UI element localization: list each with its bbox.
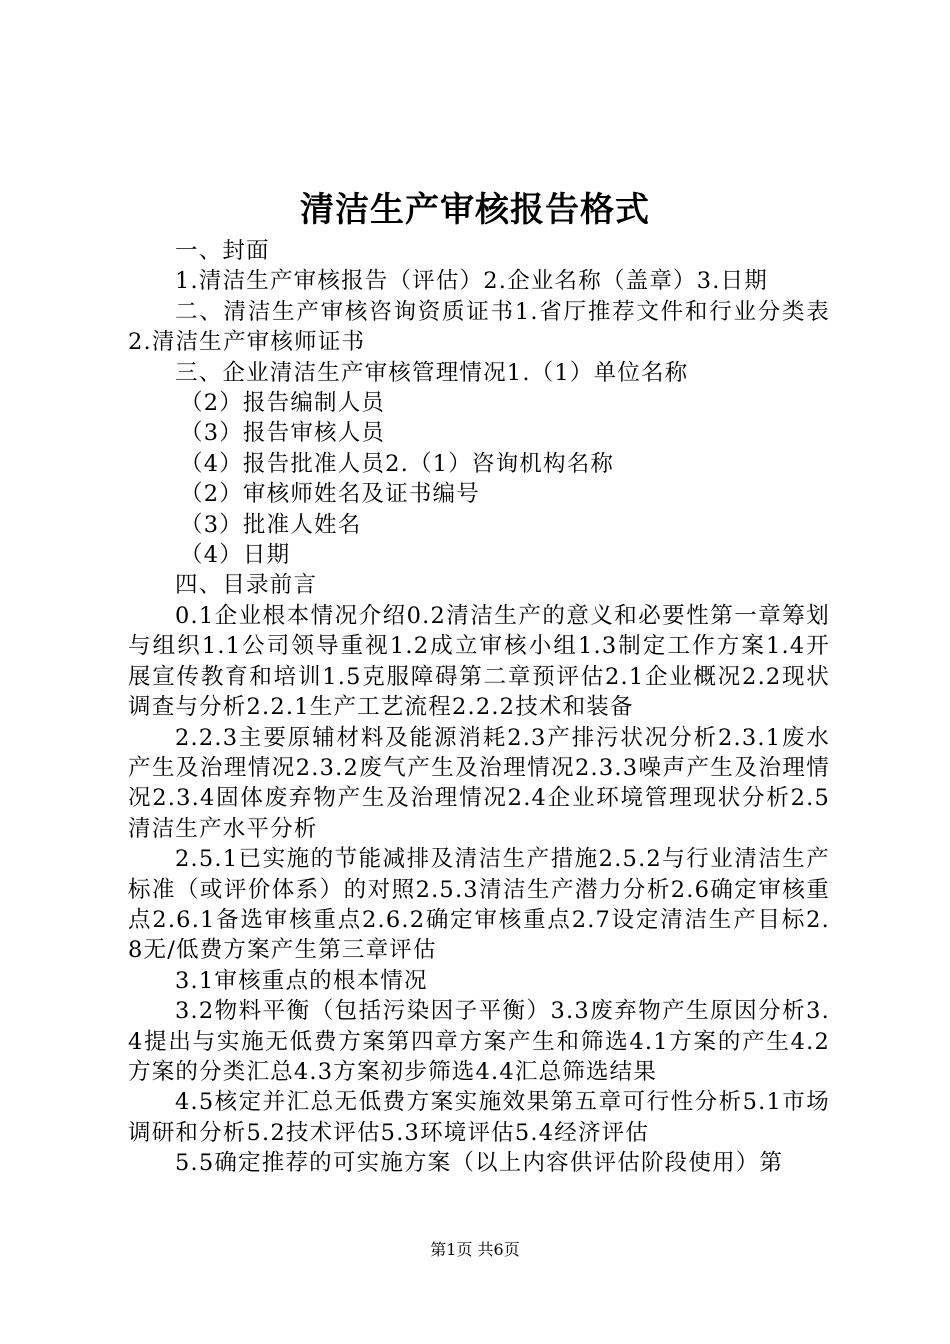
paragraph: 3.2物料平衡（包括污染因子平衡）3.3废弃物产生原因分析3.4提出与实施无低费方案第四章方案产生和筛选4.1方案的产生4.2方案的分类汇总4.3方案初步筛选4.4汇总筛选结果 — [128, 998, 830, 1085]
paragraph: 四、目录前言 — [175, 572, 318, 599]
paragraph: 2.2.3主要原辅材料及能源消耗2.3产排污状况分析2.3.1废水产生及治理情况2.3.2废气产生及治理情况2.3.3噪声产生及治理情况2.3.4固体废弃物产生及治理情况2.4企业环境管理现状分析2.5清洁生产水平分析 — [128, 724, 830, 842]
paragraph: （4）报告批准人员2.（1）咨询机构名称 — [180, 450, 615, 477]
page-footer: 第1页 共6页 — [430, 1240, 520, 1259]
paragraph: 0.1企业根本情况介绍0.2清洁生产的意义和必要性第一章筹划与组织1.1公司领导重视1.2成立审核小组1.3制定工作方案1.4开展宣传教育和培训1.5克服障碍第二章预评估2.1企业概况2.2现状调查与分析2.2.1生产工艺流程2.2.2技术和装备 — [128, 602, 830, 721]
paragraph: 3.1审核重点的根本情况 — [175, 967, 428, 994]
paragraph: 二、清洁生产审核咨询资质证书1.省厅推荐文件和行业分类表2.清洁生产审核师证书 — [128, 298, 830, 356]
document-title: 清洁生产审核报告格式 — [300, 190, 650, 230]
document-body — [128, 236, 830, 1179]
paragraph: 三、企业清洁生产审核管理情况1.（1）单位名称 — [175, 359, 689, 386]
paragraph: 5.5确定推荐的可实施方案（以上内容供评估阶段使用）第 — [175, 1150, 784, 1177]
paragraph: 1.清洁生产审核报告（评估）2.企业名称（盖章）3.日期 — [175, 268, 769, 295]
paragraph: （2）审核师姓名及证书编号 — [180, 481, 480, 508]
paragraph: 一、封面 — [175, 238, 270, 264]
paragraph: 2.5.1已实施的节能减排及清洁生产措施2.5.2与行业清洁生产标准（或评价体系）的对照2.5.3清洁生产潜力分析2.6确定审核重点2.6.1备选审核重点2.6.2确定审核重点2.7设定清洁生产目标2.8无/低费方案产生第三章评估 — [128, 846, 830, 964]
paragraph: （3）报告审核人员 — [180, 420, 386, 447]
paragraph: 4.5核定并汇总无低费方案实施效果第五章可行性分析5.1市场调研和分析5.2技术评估5.3环境评估5.4经济评估 — [128, 1089, 830, 1146]
paragraph: （2）报告编制人员 — [180, 390, 386, 417]
paragraph: （3）批准人姓名 — [180, 511, 362, 538]
paragraph: （4）日期 — [180, 542, 291, 569]
